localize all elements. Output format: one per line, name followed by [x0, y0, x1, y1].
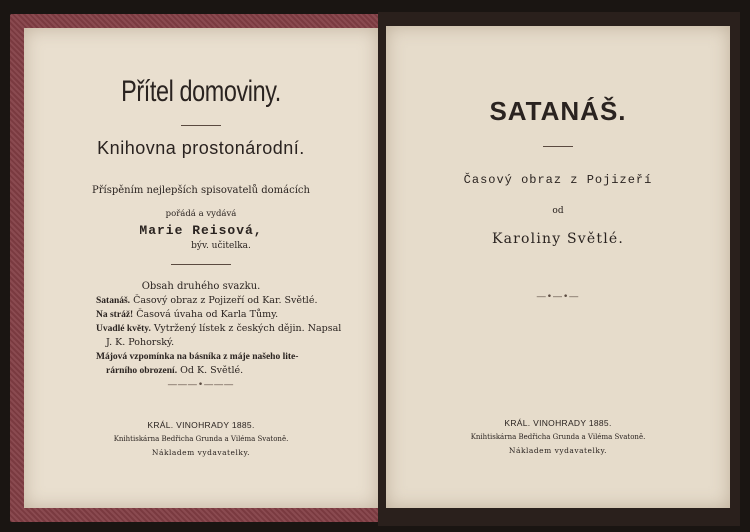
editor-role: býv. učitelka. — [191, 241, 251, 251]
ornament: ―――•――― — [167, 380, 235, 390]
contents-list — [96, 294, 382, 378]
by-line: od — [552, 206, 564, 216]
imprint-printer: Knihtiskárna Bedřicha Grunda a Viléma Svatoně. — [470, 433, 646, 441]
divider — [543, 146, 573, 147]
imprint-place: KRÁL. VINOHRADY 1885. — [504, 418, 612, 428]
book-author: Karoliny Světlé. — [491, 231, 625, 247]
divider — [181, 125, 221, 126]
divider — [171, 264, 231, 265]
contents-item: Satanáš. Časový obraz z Pojizeří od Kar. Světlé. — [96, 295, 318, 306]
imprint-place: KRÁL. VINOHRADY 1885. — [147, 420, 255, 430]
series-title: Přítel domoviny. — [121, 75, 281, 108]
editor-intro: pořádá a vydává — [165, 209, 237, 219]
ornament: ―•―•― — [536, 292, 580, 302]
contents-item: Na stráž! Časová úvaha od Karla Tůmy. — [96, 309, 279, 320]
right-page — [386, 26, 730, 508]
contents-item: Uvadlé květy. Vytržený lístek z českých dějin. Napsal — [96, 323, 342, 334]
imprint-publisher: Nákladem vydavatelky. — [151, 448, 251, 457]
contributors-line: Příspěním nejlepších spisovatelů domácích — [92, 185, 310, 196]
contents-item: J. K. Pohorský. — [106, 337, 175, 348]
contents-heading: Obsah druhého svazku. — [141, 281, 261, 292]
series-subtitle: Knihovna prostonárodní. — [97, 138, 305, 158]
imprint-printer: Knihtiskárna Bedřicha Grunda a Viléma Svatoně. — [113, 435, 289, 443]
book-subtitle: Časový obraz z Pojizeří — [463, 173, 653, 187]
book-title: SATANÁŠ. — [489, 96, 627, 126]
left-page — [24, 28, 378, 508]
imprint-publisher: Nákladem vydavatelky. — [508, 446, 608, 455]
contents-item: rárního obrození. Od K. Světlé. — [106, 365, 244, 376]
editor-name: Marie Reisová, — [139, 223, 263, 238]
contents-item: Májová vzpomínka na básníka z máje našeho lite- — [96, 352, 299, 362]
